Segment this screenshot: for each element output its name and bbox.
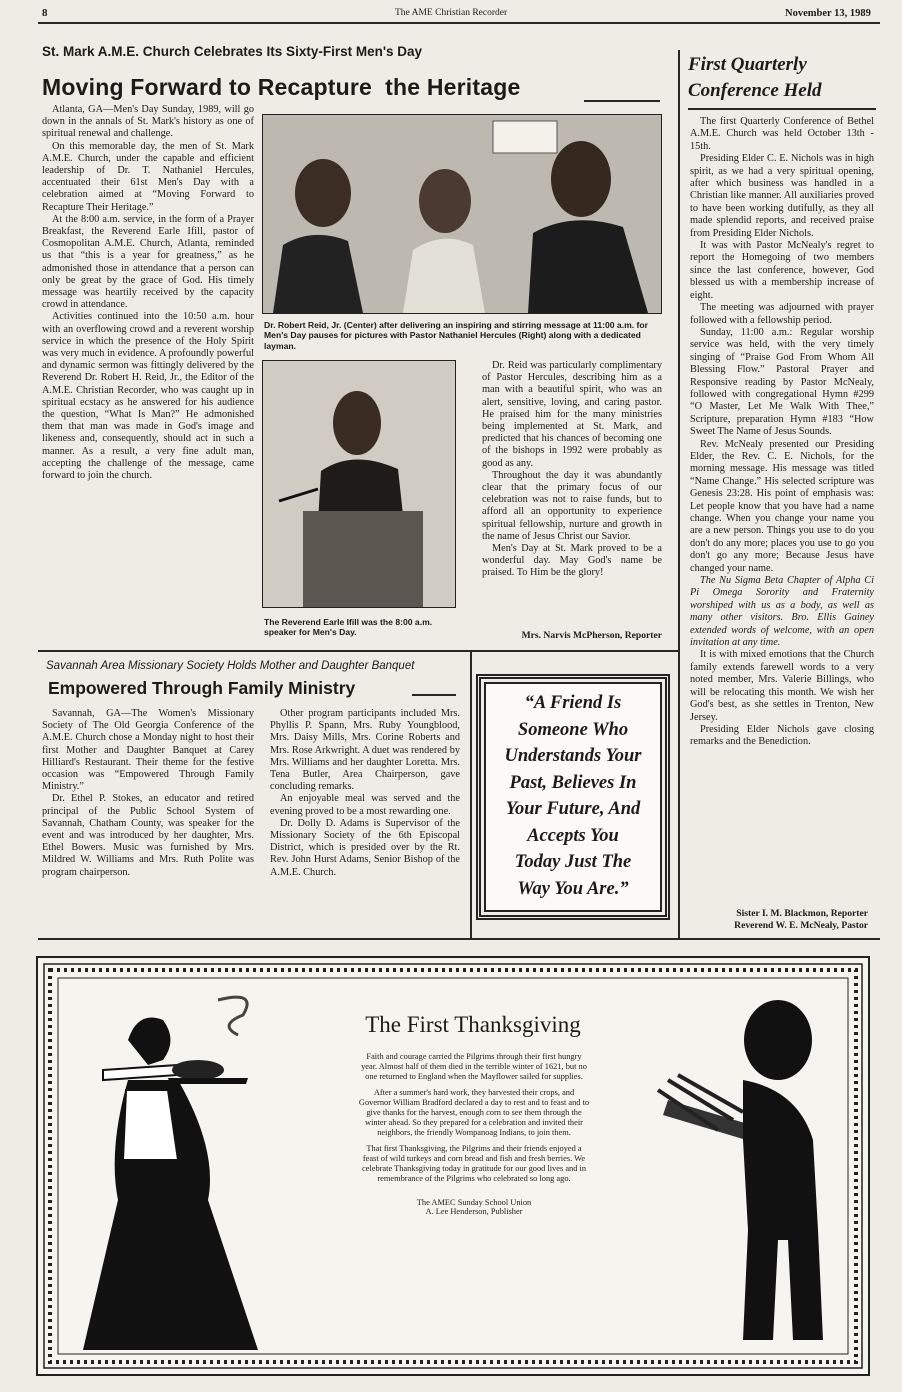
quote-line: Understands Your — [504, 746, 642, 766]
story3-reporter: Sister I. M. Blackmon, Reporter — [736, 908, 868, 919]
story3-paragraph: The first Quarterly Conference of Bethel A.M.E. Church was held October 13th - 15th. — [690, 116, 874, 152]
story3-paragraph: The Nu Sigma Beta Chapter of Alpha Ci Pi Omega Sorority and Fraternity worshiped with us as a body, as well as many other visitors. Bro. Ellis Gainey extended words of welcome, with an open invitation at any time. — [690, 575, 874, 649]
thanksgiving-paragraph: That first Thanksgiving, the Pilgrims and their friends enjoyed a feast of wild turkeys and corn bread and fish and fresh berries. We celebrate Thanksgiving today in gratitude for our good lives and in remembrance of the Pilgrims who celebrated so long ago. — [361, 1144, 587, 1183]
story3-paragraph: It was with Pastor McNealy's regret to report the Homegoing of two members since the last conference, however, God blessed us with a membership increase of eight. — [690, 240, 874, 301]
friend-quote-box — [484, 682, 662, 912]
issue-date: November 13, 1989 — [785, 8, 871, 19]
thanksgiving-credit: The AMEC Sunday School Union — [416, 1197, 532, 1207]
friend-quote-text — [486, 690, 660, 902]
story2-paragraph: Dr. Dolly D. Adams is Supervisor of the Missionary Society of the 6th Episcopal District, which is presided over by the Rt. Rev. John Hurst Adams, Senior Bishop of the A.M.E. Church. — [270, 817, 460, 878]
story2-headline-underline — [412, 694, 456, 696]
story2-kicker: Savannah Area Missionary Society Holds Mother and Daughter Banquet — [46, 660, 415, 672]
story3-headline — [688, 52, 822, 104]
story2-paragraph: Savannah, GA—The Women's Missionary Society of The Old Georgia Conference of the A.M.E. Church chose a Monday night to host their first Mother and Daughter Banquet at Carey Hilliard's Restaurant. Their theme for the festive occasion was “Empowered Through Family Ministry.” — [42, 708, 254, 793]
story2-paragraph: An enjoyable meal was served and the evening proved to be a most rewarding one. — [270, 793, 460, 817]
thanksgiving-paragraph: Faith and courage carried the Pilgrims through their first hungry year. Almost half of them died in the terrible winter of 1621, but no one returned to England when the Mayflower sailed for supplies. — [361, 1052, 587, 1081]
quote-line: “A Friend Is — [524, 693, 622, 713]
story3-headline-line: Conference Held — [688, 80, 822, 101]
story3-paragraph: Presiding Elder Nichols gave closing remarks and the Benediction. — [690, 723, 874, 748]
thanksgiving-text — [358, 1052, 590, 1217]
story3-paragraph: Sunday, 11:00 a.m.: Regular worship service was held, with the very timely singing of “Praise God From Whom All Blessing Flow.” Pastoral Prayer and Responsive reading by Pastor McNealy, followed with congregational Hymn #299 “O Master, Let Me Walk With Thee,” Scripture, preparation Hymn #183 “How Sweet The Name of Jesus Sounds. — [690, 326, 874, 438]
story3-pastor: Reverend W. E. McNealy, Pastor — [734, 920, 868, 931]
story2-column-1 — [42, 708, 254, 879]
quote-line: Way You Are.” — [517, 878, 629, 899]
thanksgiving-panel — [36, 956, 870, 1376]
page-number: 8 — [42, 7, 48, 19]
story1-paragraph: Throughout the day it was abundantly clear that the primary focus of our celebration was not to raise funds, but to afford all an opportunity to experience spiritual fellowship, nurture and growth in the name of Jesus Christ our Savior. — [482, 469, 662, 542]
story1-signature: Mrs. Narvis McPherson, Reporter — [521, 630, 662, 641]
story1-column-3 — [482, 360, 662, 580]
story2-headline: Empowered Through Family Ministry — [48, 678, 356, 698]
publication-name: The AME Christian Recorder — [395, 8, 508, 18]
headline-underline — [584, 100, 660, 102]
story3-paragraph: Presiding Elder C. E. Nichols was in high spirit, as we had a very spiritual opening, after which business was handled in a Christian like manner. All auxiliaries proved to have been working dutifully, as they all made splendid reports, and received praise from Presiding Elder Nichols. — [690, 153, 874, 239]
story1-paragraph: At the 8:00 a.m. service, in the form of a Prayer Breakfast, the Reverend Earle Ifill, pastor of Cosmopolitan A.M.E. Church, Atlanta, reminded us that “this is a year for greatness,” as he admonished those in attendance that a person can only be great by the grace of God. His timely message was heartily received by the capacity crowd in attendance. — [42, 213, 254, 311]
quote-line: Someone Who — [517, 719, 629, 740]
story1-paragraph: Men's Day at St. Mark proved to be a wonderful day. May God's name be praised. To Him be the glory! — [482, 543, 662, 579]
photo-three-men-figures — [263, 115, 661, 313]
photo-speaker-podium — [262, 360, 456, 608]
story1-column-1 — [42, 104, 254, 482]
quote-line: Past, Believes In — [509, 772, 637, 793]
photo2-caption: The Reverend Earle Ifill was the 8:00 a.m. speaker for Men's Day. — [264, 617, 433, 638]
header-rule — [38, 22, 880, 24]
story3-headline-line: First Quarterly — [688, 54, 807, 75]
story1-paragraph: On this memorable day, the men of St. Mark A.M.E. Church, under the capable and efficient leadership of Dr. T. Nathaniel Hercules, accentuated their 61st Men's Day with a celebration aimed at “Moving Forward to Recapture Their Heritage.” — [42, 140, 254, 213]
story1-paragraph: Activities continued into the 10:50 a.m. hour with an overflowing crowd and a reverent worship service in which the presence of the Holy Spirit was very much in evidence. A profoundly powerful and dynamic sermon was fittingly delivered by the Reverend Dr. Robert H. Reid, Jr., the Editor of the A.M.E. Christian Recorder, who was caught up in spiritual ecstacy as he answered for his audience the question, “What Is Man?” He admonished them that man was made in God's image and likeness and, consequently, should act in such a manner. As a result, a very fine adult man, accepting the challenge of the message, came forward to join the church. — [42, 311, 254, 482]
quote-line: Your Future, And — [505, 799, 641, 819]
story1-kicker: St. Mark A.M.E. Church Celebrates Its Sixty-First Men's Day — [42, 44, 423, 59]
story3-headline-rule — [688, 108, 876, 110]
story1-paragraph: Atlanta, GA—Men's Day Sunday, 1989, will go down in the annals of St. Mark's history as one of spiritual renewal and challenge. — [42, 104, 254, 140]
story3-paragraph: It is with mixed emotions that the Church family extends farewell words to a very noted member, Mrs. Valerie Billings, who will be relocating this month. We wish her God's best, as she settles in Trenton, New Jersey. — [690, 649, 874, 723]
photo1-caption: Dr. Robert Reid, Jr. (Center) after delivering an inspiring and stirring message at 11:00 a.m. for Men's Day pauses for pictures with Pastor Nathaniel Hercules (Right) along with a dedicated layman. — [264, 320, 648, 351]
thanksgiving-title: The First Thanksgiving — [365, 1012, 581, 1037]
section-rule — [38, 650, 678, 652]
story2-paragraph: Other program participants included Mrs. Phyllis P. Spann, Mrs. Ruby Youngblood, Mrs. Daisy Mills, Mrs. Corine Roberts and Mrs. Rose Arkwright. A duet was rendered by Mrs. Williams and her daughter Loretta. Mrs. Tena Butler, Area Chairperson, gave concluding remarks. — [270, 708, 460, 793]
thanksgiving-paragraph: After a summer's hard work, they harvested their crops, and Governor William Bradford declared a day to rest and to feast and to give thanks for the harvest, enough corn to see them through the winter ahead. So they prepared for a celebration and invited their neighbors, the friendly Wompanoag Indians, to join them. — [358, 1088, 590, 1137]
thanksgiving-credit: A. Lee Henderson, Publisher — [425, 1207, 523, 1217]
quote-line: Accepts You — [527, 825, 619, 846]
photo-speaker-figure — [263, 361, 455, 607]
column-rule-right — [678, 50, 680, 938]
story3-paragraph: Rev. McNealy presented our Presiding Elder, the Rev. C. E. Nichols, for the morning message. His message was titled “Name Change.” His selected scripture was Genesis 23:28. His point of emphasis was: Let people know that you have had a name change. When you change your name you are a new person. Things you use to do you don't do any more; places you use to go you don't go any more; Because Jesus have changed your name. — [690, 438, 874, 574]
story3-body — [690, 116, 874, 749]
story2-column-2 — [270, 708, 460, 879]
story3-paragraph: The meeting was adjourned with prayer followed with a fellowship period. — [690, 302, 874, 326]
story1-headline: Moving Forward to Recapture the Heritage — [42, 74, 521, 100]
story1-paragraph: Dr. Reid was particularly complimentary of Pastor Hercules, describing him as a man with a beautiful spirit, who was an alert, sensitive, loving, and caring pastor. He praised him for the many ministries being implemented at St. Mark, and predicted that his chances of becoming one of the bishops in 1992 were probably as good as any. — [482, 360, 662, 469]
photo-three-men — [262, 114, 662, 314]
story2-paragraph: Dr. Ethel P. Stokes, an educator and retired principal of the Public School System of Savannah, Chatham County, was speaker for the event and was introduced by her daughter, Mrs. Ethel Bowers. Music was furnished by Mrs. Mildred W. Williams and Mrs. Ruth Polite was program chairperson. — [42, 793, 254, 878]
column-rule-lower — [470, 652, 472, 938]
quote-line: Today Just The — [514, 852, 632, 872]
bottom-rule — [38, 938, 880, 940]
